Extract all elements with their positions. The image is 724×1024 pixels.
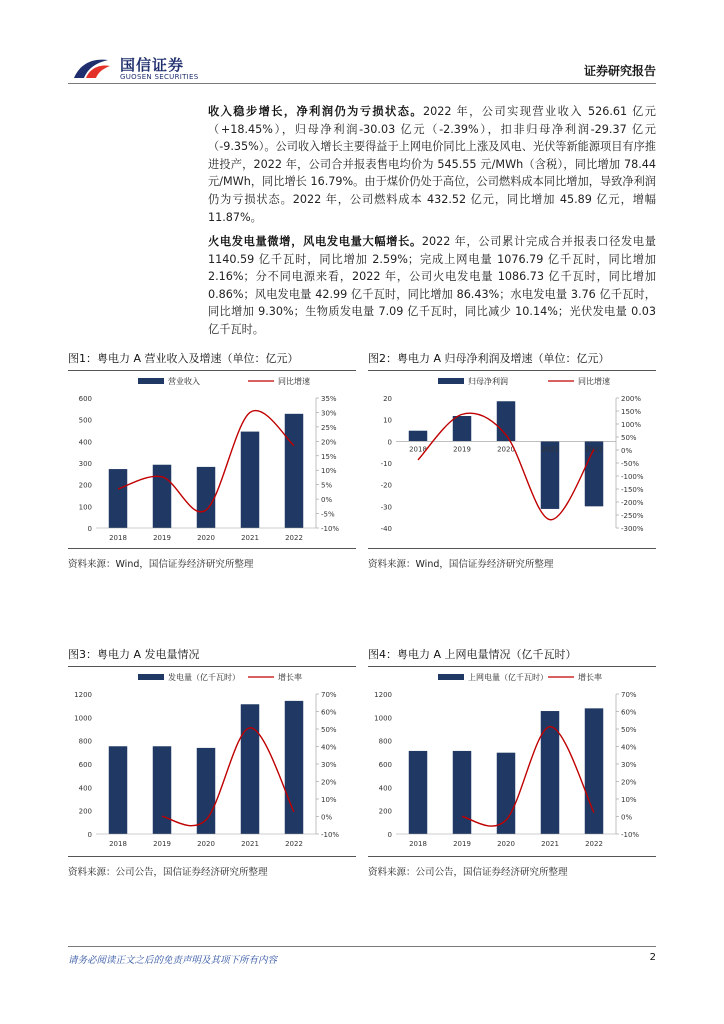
bar	[109, 746, 127, 834]
y-right-tick-label: 15%	[321, 452, 337, 461]
y-left-tick-label: -20	[380, 481, 392, 490]
y-left-tick-label: 800	[378, 737, 392, 746]
y-right-tick-label: 10%	[321, 467, 337, 476]
figure-top-rule	[368, 370, 656, 371]
report-type-label: 证券研究报告	[583, 64, 656, 78]
y-right-tick-label: 0%	[321, 496, 333, 505]
chart-grid-electricity	[368, 668, 656, 854]
x-tick-label: 2021	[241, 840, 259, 848]
legend-label: 上网电量（亿千瓦时）	[468, 673, 548, 682]
figure-title: 图2：粤电力 A 归母净利润及增速（单位：亿元）	[368, 352, 610, 365]
y-right-tick-label: 150%	[621, 408, 642, 416]
y-right-tick-label: 40%	[321, 743, 337, 752]
y-left-tick-label: 300	[78, 460, 92, 468]
legend-label: 同比增速	[278, 377, 310, 386]
y-right-tick-label: 0%	[621, 447, 633, 455]
y-right-tick-label: 0%	[621, 813, 633, 822]
x-tick-label: 2022	[585, 840, 603, 848]
y-right-tick-label: 50%	[621, 726, 637, 734]
y-left-tick-label: 200	[78, 807, 92, 816]
paragraph-lead: 火电发电量微增，风电发电量大幅增长。	[208, 235, 422, 248]
y-right-tick-label: 0%	[321, 813, 333, 822]
y-left-tick-label: 500	[78, 416, 92, 425]
paragraph-body: 2022 年，公司累计完成合并报表口径发电量 1140.59 亿千瓦时，同比增加 2.59%；完成上网电量 1076.79 亿千瓦时，同比增加 2.16%；分不同电源来看，2022 年，公司火电发电量 1086.73 亿千瓦时，同比增加 0.86%；风电发电量 42.99 亿千瓦时，同比增加 86.43%；水电发电量 3.76 亿千瓦时，同比增加 9.30%；生物质发电量 7.09 亿千瓦时，同比减少 10.14%；光伏发电量 0.03 亿千瓦时。	[208, 235, 656, 336]
x-tick-label: 2018	[409, 840, 427, 848]
bar	[453, 751, 471, 834]
y-right-tick-label: 30%	[321, 409, 337, 418]
y-right-tick-label: -5%	[321, 510, 335, 519]
chart-revenue	[68, 372, 356, 548]
footer-disclaimer: 请务必阅读正文之后的免责声明及其项下所有内容	[68, 955, 278, 966]
legend-label: 增长率	[578, 673, 602, 682]
y-right-tick-label: 20%	[321, 438, 337, 447]
figure-source: 资料来源：公司公告，国信证券经济研究所整理	[368, 867, 568, 878]
legend-label: 发电量（亿千瓦时）	[168, 673, 240, 682]
x-tick-label: 2018	[409, 445, 427, 454]
bar	[409, 751, 427, 834]
header-divider	[68, 83, 656, 84]
x-tick-label: 2021	[541, 445, 559, 454]
figure-top-rule	[68, 666, 356, 667]
x-tick-label: 2019	[453, 445, 471, 454]
figure-source: 资料来源：Wind，国信证券经济研究所整理	[368, 559, 554, 570]
y-right-tick-label: 40%	[621, 743, 637, 752]
y-right-tick-label: -100%	[621, 473, 644, 481]
y-right-tick-label: 60%	[621, 708, 637, 717]
chart-generation	[68, 668, 356, 854]
bar	[453, 416, 471, 441]
y-right-tick-label: 10%	[621, 796, 637, 804]
y-right-tick-label: -10%	[321, 831, 340, 839]
y-left-tick-label: 800	[78, 737, 92, 746]
legend-swatch-bar	[138, 674, 164, 680]
y-right-tick-label: 35%	[321, 395, 337, 403]
bar	[285, 701, 303, 834]
x-tick-label: 2020	[197, 840, 215, 848]
y-right-tick-label: 70%	[621, 691, 637, 699]
paragraph-generation	[208, 233, 656, 339]
x-tick-label: 2022	[285, 534, 303, 542]
y-right-tick-label: -10%	[621, 831, 640, 839]
y-left-tick-label: 100	[78, 503, 92, 512]
y-left-tick-label: 400	[378, 784, 392, 793]
y-right-tick-label: 60%	[321, 708, 337, 717]
y-right-tick-label: 5%	[321, 481, 333, 490]
legend-label: 营业收入	[168, 377, 200, 386]
y-left-tick-label: 1200	[374, 691, 392, 699]
figure-top-rule	[368, 666, 656, 667]
bar	[285, 414, 303, 528]
x-tick-label: 2021	[541, 840, 559, 848]
y-right-tick-label: -150%	[621, 486, 644, 494]
footer-divider	[68, 946, 656, 947]
x-tick-label: 2020	[197, 534, 215, 542]
x-tick-label: 2020	[497, 445, 515, 454]
y-left-tick-label: -40	[380, 525, 392, 533]
figure-title: 图4：粤电力 A 上网电量情况（亿千瓦时）	[368, 648, 577, 661]
y-left-tick-label: 20	[383, 395, 392, 403]
series-line	[162, 728, 294, 826]
y-left-tick-label: 1000	[374, 714, 392, 723]
x-tick-label: 2018	[109, 840, 127, 848]
bar	[197, 748, 215, 834]
y-left-tick-label: 600	[378, 761, 392, 769]
paragraph-body: 2022 年，公司实现营业收入 526.61 亿元（+18.45%），归母净利润-30.03 亿元（-2.39%），扣非归母净利润-29.37 亿元（-9.35%）。公司收入增长主要得益于上网电价同比上涨及风电、光伏等新能源项目有序推进投产，2022 年，公司合并报表售电均价为 545.55 元/MWh（含税），同比增加 78.44 元/MWh，同比增长 16.79%。由于煤价仍处于高位，公司燃料成本同比增加，导致净利润仍为亏损状态。2022 年，公司燃料成本 432.52 亿元，同比增加 45.89 亿元，增幅 11.87%。	[208, 105, 656, 224]
figure-bottom-rule	[68, 548, 356, 549]
x-tick-label: 2020	[497, 840, 515, 848]
bar	[153, 746, 171, 834]
bar	[409, 431, 427, 442]
y-right-tick-label: 25%	[321, 423, 337, 432]
figure-bottom-rule	[68, 856, 356, 857]
y-right-tick-label: 70%	[321, 691, 337, 699]
paragraph-lead: 收入稳步增长，净利润仍为亏损状态。	[208, 105, 424, 118]
y-right-tick-label: -300%	[621, 525, 644, 533]
x-tick-label: 2022	[585, 445, 603, 454]
y-right-tick-label: 30%	[321, 761, 337, 769]
bar	[241, 432, 259, 528]
figure-bottom-rule	[368, 548, 656, 549]
y-left-tick-label: 0	[387, 831, 392, 839]
y-right-tick-label: 100%	[621, 421, 642, 429]
logo-name-cn: 国信证券	[120, 56, 185, 74]
y-left-tick-label: 600	[78, 761, 92, 769]
y-right-tick-label: 50%	[321, 726, 337, 734]
y-left-tick-label: 10	[383, 416, 392, 425]
y-left-tick-label: 400	[78, 784, 92, 793]
legend-swatch-bar	[438, 674, 464, 680]
x-tick-label: 2019	[453, 840, 471, 848]
y-left-tick-label: 200	[378, 807, 392, 816]
page-header	[0, 0, 724, 90]
x-tick-label: 2019	[153, 534, 171, 542]
y-right-tick-label: 30%	[621, 761, 637, 769]
bar	[585, 708, 603, 834]
figure-title: 图1：粤电力 A 营业收入及增速（单位：亿元）	[68, 352, 299, 365]
bar	[497, 753, 515, 834]
figure-top-rule	[68, 370, 356, 371]
y-left-tick-label: 0	[387, 438, 392, 447]
figure-bottom-rule	[368, 856, 656, 857]
y-left-tick-label: -30	[380, 503, 392, 512]
y-right-tick-label: -200%	[621, 499, 644, 507]
legend-label: 同比增速	[578, 377, 610, 386]
guosen-logo-icon	[72, 54, 112, 82]
bar	[109, 469, 127, 528]
logo-name-en: GUOSEN SECURITIES	[120, 73, 199, 81]
x-tick-label: 2021	[241, 534, 259, 542]
x-tick-label: 2019	[153, 840, 171, 848]
y-right-tick-label: 50%	[621, 434, 637, 442]
legend-swatch-bar	[138, 378, 164, 384]
y-left-tick-label: 1000	[74, 714, 92, 723]
legend-label: 增长率	[278, 673, 302, 682]
y-right-tick-label: 200%	[621, 395, 642, 403]
y-left-tick-label: 200	[78, 481, 92, 490]
y-left-tick-label: 0	[87, 525, 92, 533]
figure-source: 资料来源：公司公告，国信证券经济研究所整理	[68, 867, 268, 878]
bar	[197, 467, 215, 528]
x-tick-label: 2018	[109, 534, 127, 542]
x-tick-label: 2022	[285, 840, 303, 848]
y-right-tick-label: -10%	[321, 525, 340, 533]
y-right-tick-label: 20%	[321, 778, 337, 787]
legend-swatch-bar	[438, 378, 464, 384]
y-right-tick-label: -250%	[621, 512, 644, 520]
y-left-tick-label: -10	[380, 460, 392, 468]
y-left-tick-label: 0	[87, 831, 92, 839]
bar	[241, 704, 259, 834]
figure-title: 图3：粤电力 A 发电量情况	[68, 648, 200, 661]
y-right-tick-label: 10%	[321, 796, 337, 804]
chart-net-profit	[368, 372, 656, 548]
page-number: 2	[649, 952, 656, 963]
y-right-tick-label: -50%	[621, 460, 640, 468]
y-left-tick-label: 600	[78, 395, 92, 403]
y-left-tick-label: 400	[78, 438, 92, 447]
figure-source: 资料来源：Wind，国信证券经济研究所整理	[68, 559, 254, 570]
bar	[153, 465, 171, 528]
paragraph-revenue	[208, 103, 656, 226]
series-line	[462, 727, 594, 826]
legend-label: 归母净利润	[468, 377, 508, 386]
y-left-tick-label: 1200	[74, 691, 92, 699]
y-right-tick-label: 20%	[621, 778, 637, 787]
